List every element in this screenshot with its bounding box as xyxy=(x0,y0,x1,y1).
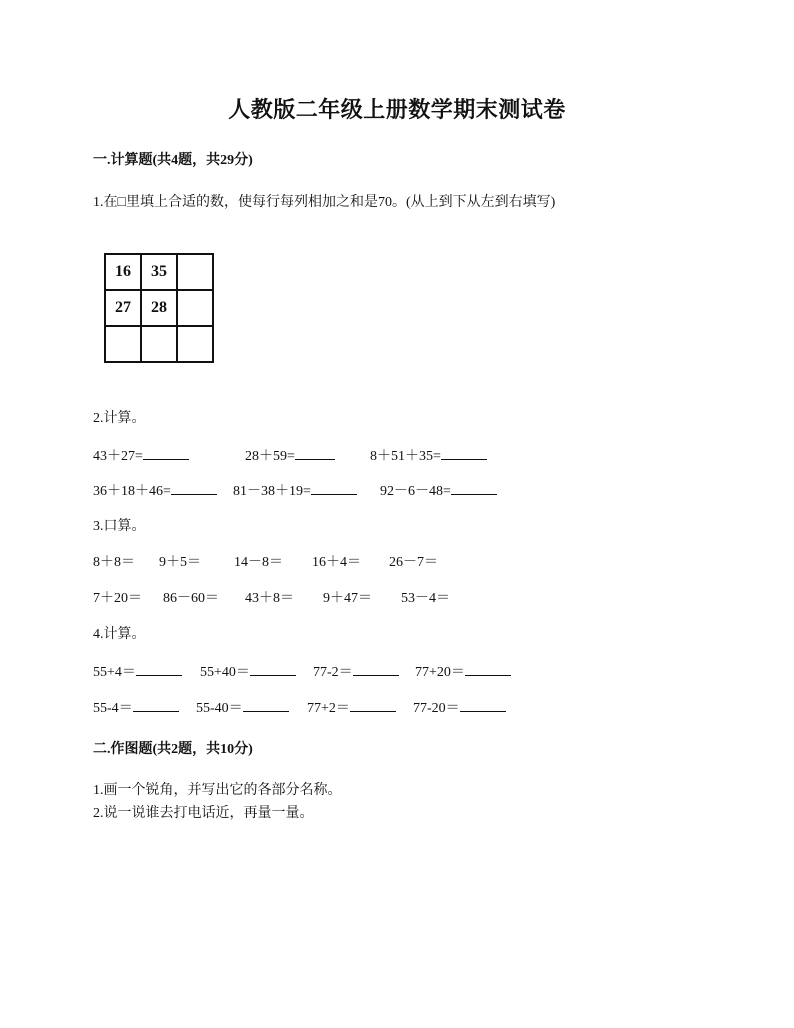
question-6-text: 2.说一说谁去打电话近，再量一量。 xyxy=(93,806,314,821)
magic-square-grid xyxy=(104,253,214,363)
mental-math-item: 86－60＝ xyxy=(163,591,219,606)
equation-item xyxy=(93,661,182,681)
mental-math-item: 53－4＝ xyxy=(401,591,450,606)
mental-math-item: 7＋20＝ xyxy=(93,591,142,606)
equation-text: 55+40＝ xyxy=(200,665,250,680)
question-5-text: 1.画一个锐角，并写出它的各部分名称。 xyxy=(93,783,342,798)
answer-blank[interactable] xyxy=(465,661,511,676)
grid-cell: 16 xyxy=(106,255,142,291)
equation-text: 77-2＝ xyxy=(313,665,353,680)
equation-item xyxy=(233,480,357,500)
equation-text: 55+4＝ xyxy=(93,665,136,680)
question-3-label: 3.口算。 xyxy=(93,519,146,534)
equation-item xyxy=(380,480,497,500)
grid-cell: 35 xyxy=(142,255,178,291)
question-1-text: 1.在□里填上合适的数，使每行每列相加之和是70。(从上到下从左到右填写) xyxy=(93,195,556,210)
mental-math-item: 43＋8＝ xyxy=(245,591,294,606)
grid-cell: 27 xyxy=(106,291,142,327)
equation-text: 55-4＝ xyxy=(93,701,133,716)
grid-cell: 28 xyxy=(142,291,178,327)
answer-blank[interactable] xyxy=(311,480,357,495)
equation-item xyxy=(196,697,289,717)
grid-cell[interactable] xyxy=(178,255,214,291)
answer-blank[interactable] xyxy=(133,697,179,712)
equation-item xyxy=(93,697,179,717)
grid-cell[interactable] xyxy=(142,327,178,363)
mental-math-item: 9＋47＝ xyxy=(323,591,372,606)
answer-blank[interactable] xyxy=(353,661,399,676)
grid-cell[interactable] xyxy=(178,327,214,363)
equation-text: 43＋27= xyxy=(93,449,143,464)
equation-item xyxy=(370,445,487,465)
section-heading-calculation: 一.计算题(共4题，共29分) xyxy=(93,153,253,168)
equation-text: 92－6－48= xyxy=(380,484,451,499)
equation-item xyxy=(415,661,511,681)
section-heading-drawing: 二.作图题(共2题，共10分) xyxy=(93,742,253,757)
equation-text: 28＋59= xyxy=(245,449,295,464)
answer-blank[interactable] xyxy=(441,445,487,460)
answer-blank[interactable] xyxy=(451,480,497,495)
answer-blank[interactable] xyxy=(250,661,296,676)
answer-blank[interactable] xyxy=(136,661,182,676)
mental-math-item: 9＋5＝ xyxy=(159,555,201,570)
grid-cell[interactable] xyxy=(178,291,214,327)
equation-item xyxy=(93,445,189,465)
equation-item xyxy=(313,661,399,681)
equation-text: 55-40＝ xyxy=(196,701,243,716)
equation-item xyxy=(93,480,217,500)
equation-item xyxy=(245,445,335,465)
equation-text: 36＋18＋46= xyxy=(93,484,171,499)
grid-cell[interactable] xyxy=(106,327,142,363)
answer-blank[interactable] xyxy=(171,480,217,495)
answer-blank[interactable] xyxy=(243,697,289,712)
question-4-label: 4.计算。 xyxy=(93,627,146,642)
equation-item xyxy=(200,661,296,681)
equation-item xyxy=(413,697,506,717)
question-2-label: 2.计算。 xyxy=(93,411,146,426)
equation-text: 77+2＝ xyxy=(307,701,350,716)
equation-item xyxy=(307,697,396,717)
answer-blank[interactable] xyxy=(143,445,189,460)
equation-text: 77+20＝ xyxy=(415,665,465,680)
mental-math-item: 8＋8＝ xyxy=(93,555,135,570)
page-title: 人教版二年级上册数学期末测试卷 xyxy=(228,97,566,122)
answer-blank[interactable] xyxy=(295,445,335,460)
equation-text: 81－38＋19= xyxy=(233,484,311,499)
mental-math-item: 26－7＝ xyxy=(389,555,438,570)
mental-math-item: 14－8＝ xyxy=(234,555,283,570)
equation-text: 77-20＝ xyxy=(413,701,460,716)
mental-math-item: 16＋4＝ xyxy=(312,555,361,570)
equation-text: 8＋51＋35= xyxy=(370,449,441,464)
answer-blank[interactable] xyxy=(350,697,396,712)
answer-blank[interactable] xyxy=(460,697,506,712)
